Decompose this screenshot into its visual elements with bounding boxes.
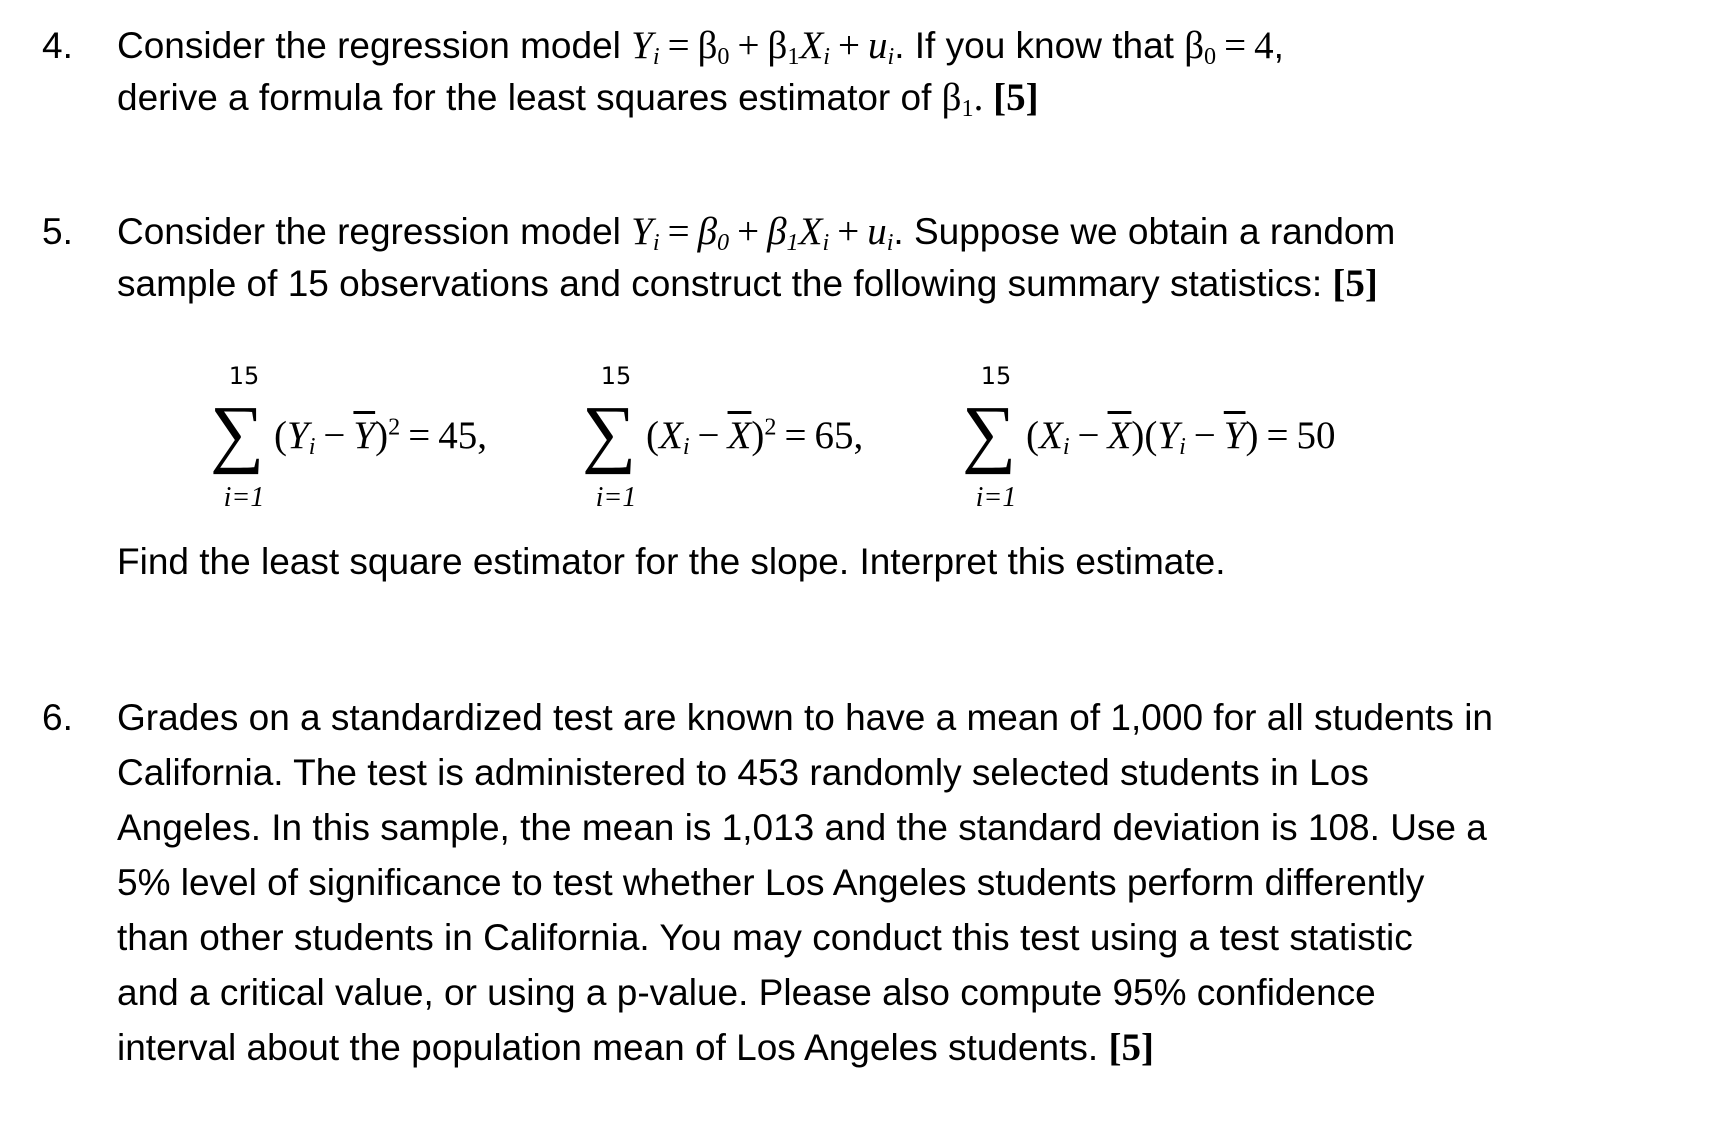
question-5-number: 5. [42, 211, 73, 252]
question-6-line-2: California. The test is administered to 453 randomly selected students in Los [117, 752, 1369, 793]
q4-marks: [5] [993, 76, 1039, 119]
question-5-line-2 [117, 256, 1707, 311]
question-4-line-2 [117, 70, 1707, 125]
sum-expression: $(Y_i - \overline{Y})^2 = 45$, [274, 413, 487, 461]
question-6-line-7 [117, 1020, 1707, 1075]
q5-model-equation: $Y_i = \beta_0 + \beta_1X_i + u_i$ [631, 210, 894, 257]
q5-line2: sample of 15 observations and construct the following summary statistics: [117, 263, 1333, 304]
q4-line2: derive a formula for the least squares estimator of [117, 77, 942, 118]
sigma-symbol: ∑ [582, 391, 637, 475]
q4-beta0-eq: $\beta_0$ = [1184, 24, 1247, 71]
q6-marks: [5] [1108, 1026, 1154, 1069]
question-5-line-3: Find the least square estimator for the slope. Interpret this estimate. [117, 541, 1226, 582]
sum-separator: , [853, 414, 864, 457]
sum-separator: , [477, 414, 487, 457]
question-6-number: 6. [42, 697, 73, 738]
q4-model-equation: $Y_i = \beta_0 + \beta_1X_i + u_i$ [631, 24, 895, 71]
q4-line1-mid: . If you know that [894, 25, 1185, 66]
summary-statistics [210, 360, 1610, 515]
q4-line1-end: , [1273, 25, 1284, 66]
q5-line1-pre: Consider the regression model [117, 211, 632, 252]
q6-line7-text: interval about the population mean of Los Angeles students. [117, 1027, 1109, 1068]
question-5-line-1 [117, 204, 1707, 259]
sum-upper-limit: 15 [600, 362, 632, 390]
sum-yy-value: 45 [438, 414, 478, 457]
q4-beta1: $\beta_1$. [941, 76, 994, 123]
question-6-line-3: Angeles. In this sample, the mean is 1,013 and the standard deviation is 108. Use a [117, 807, 1487, 848]
question-6-line-6: and a critical value, or using a p-value. Please also compute 95% confidence [117, 972, 1376, 1013]
sum-expression: $(X_i - \overline{X})(Y_i - \overline{Y}) = 50$ [1026, 414, 1336, 461]
q4-beta0-value: 4 [1254, 24, 1274, 67]
question-4-line-1 [117, 18, 1707, 73]
sum-lower-limit: i=1 [595, 482, 637, 513]
q5-line1-post: . Suppose we obtain a random [893, 211, 1396, 252]
sum-xy-value: 50 [1296, 414, 1336, 457]
sum-upper-limit: 15 [228, 362, 260, 390]
question-4-number: 4. [42, 25, 73, 66]
question-6-line-4: 5% level of significance to test whether Los Angeles students perform differently [117, 862, 1425, 903]
sum-upper-limit: 15 [980, 362, 1012, 390]
sum-xx-value: 65 [814, 414, 854, 457]
sum-expression: $(X_i - \overline{X})^2 = 65$, [646, 413, 864, 461]
q5-marks: [5] [1332, 262, 1378, 305]
question-6-line-5: than other students in California. You may conduct this test using a test statistic [117, 917, 1413, 958]
question-6-line-1: Grades on a standardized test are known to have a mean of 1,000 for all students in [117, 697, 1494, 738]
sum-lower-limit: i=1 [223, 482, 265, 513]
sigma-symbol: ∑ [210, 391, 265, 475]
q4-line1-pre: Consider the regression model [117, 25, 632, 66]
sigma-symbol: ∑ [962, 391, 1017, 475]
sum-lower-limit: i=1 [975, 482, 1017, 513]
